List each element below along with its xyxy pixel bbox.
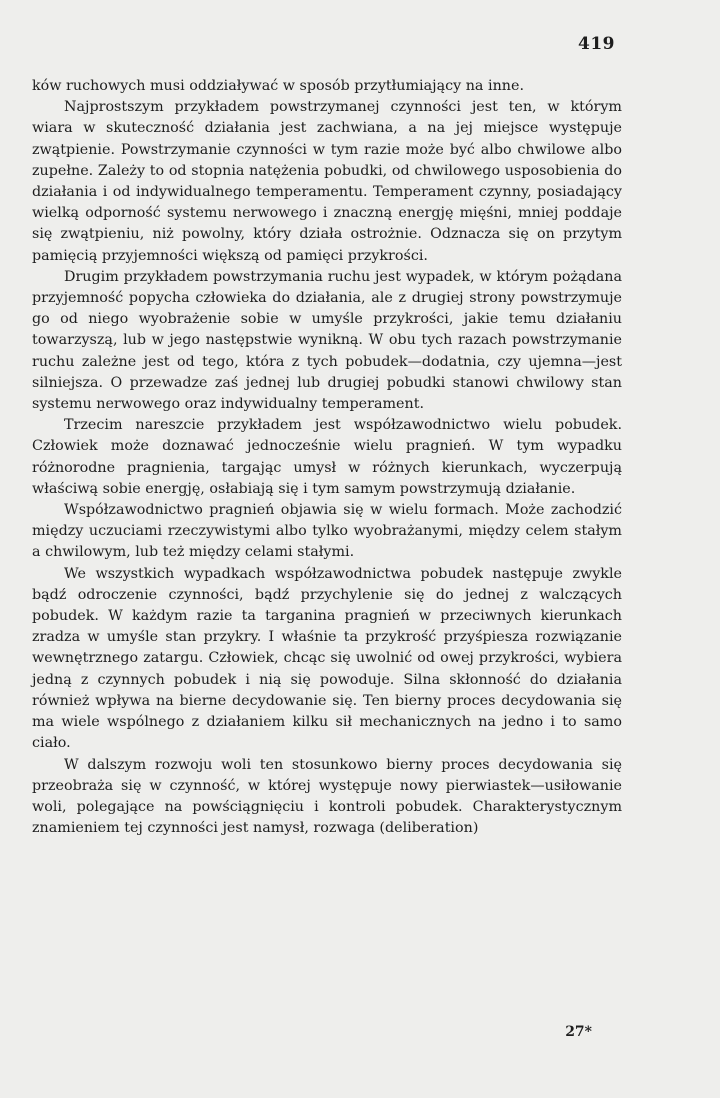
page-text [32, 76, 622, 839]
paragraph-6: We wszystkich wypadkach współzawodnictwa pobudek następuje zwykle bądź odroczenie czynności, bądź przychylenie się do jednej z walczących pobudek. W każdym razie ta targanina pragnień w przeciwnych kierunkach zradza w umyśle stan przykry. I właśnie ta przykrość przyśpiesza rozwiązanie wewnętrznego zatargu. Człowiek, chcąc się uwolnić od owej przykrości, wybiera jedną z czynnych pobudek i nią się powoduje. Silna skłonność do działania również wpływa na bierne decydowanie się. Ten bierny proces decydowania się ma wiele wspólnego z działaniem kilku sił mechanicznych na jedno i to samo ciało. [32, 565, 622, 752]
paragraph-7: W dalszym rozwoju woli ten stosunkowo bierny proces decydowania się przeobraża się w czynność, w której występuje nowy pierwiastek—usiłowanie woli, polegające na powściągnięciu i kontroli pobudek. Charakterystycznym znamieniem tej czynności jest namysł, rozwaga (deliberation) [32, 756, 622, 837]
page-number: 419 [578, 34, 615, 54]
signature-mark: 27* [565, 1024, 592, 1040]
paragraph-3: Drugim przykładem powstrzymania ruchu jest wypadek, w którym pożądana przyjemność popycha człowieka do działania, ale z drugiej strony powstrzymuje go od niego wyobrażenie sobie w umyśle przykrości, jakie temu działaniu towarzyszą, lub w jego następstwie wynikną. W obu tych razach powstrzymanie ruchu zależne jest od tego, która z tych pobudek—dodatnia, czy ujemna—jest silniejsza. O przewadze zaś jednej lub drugiej pobudki stanowi chwilowy stan systemu nerwowego oraz indywidualny temperament. [32, 268, 622, 413]
paragraph-1: ków ruchowych musi oddziaływać w sposób przytłumiający na inne. [32, 78, 524, 94]
paragraph-2: Najprostszym przykładem powstrzymanej czynności jest ten, w którym wiara w skuteczność działania jest zachwiana, a na jej miejsce występuje zwątpienie. Powstrzymanie czynności w tym razie może być albo chwilowe albo zupełne. Zależy to od stopnia natężenia pobudki, od chwilowego usposobienia do działania i od indywidualnego temperamentu. Temperament czynny, posiadający wielką odporność systemu nerwowego i znaczną energję mięśni, mniej poddaje się zwątpieniu, niż powolny, który działa ostrożnie. Odznacza się on przytym pamięcią przyjemności większą od pamięci przykrości. [32, 99, 622, 264]
paragraph-5: Współzawodnictwo pragnień objawia się w wielu formach. Może zachodzić między uczuciami rzeczywistymi albo tylko wyobrażanymi, między celem stałym a chwilowym, lub też między celami stałymi. [32, 502, 622, 561]
paragraph-4: Trzecim nareszcie przykładem jest współzawodnictwo wielu pobudek. Człowiek może doznawać jednocześnie wielu pragnień. W tym wypadku różnorodne pragnienia, targając umysł w różnych kierunkach, wyczerpują właściwą sobie energję, osłabiają się i tym samym powstrzymują działanie. [32, 417, 622, 497]
